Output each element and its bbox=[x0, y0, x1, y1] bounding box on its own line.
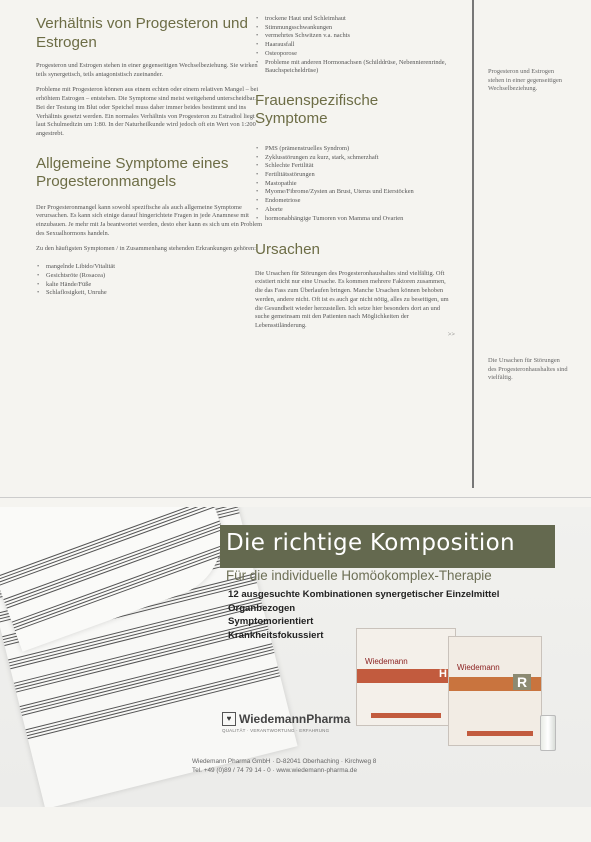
list-item: • Schlaflosigkeit, Unruhe bbox=[36, 289, 264, 298]
logo-icon: ♥ bbox=[222, 712, 236, 726]
ad-headline: Die richtige Komposition bbox=[226, 530, 515, 556]
list-item: • kalte Hände/Füße bbox=[36, 281, 264, 290]
product-box-h bbox=[356, 628, 456, 726]
product-code: H bbox=[439, 668, 447, 680]
list-item: • Haarausfall bbox=[255, 41, 455, 50]
middle-column bbox=[255, 15, 455, 339]
product-stripe bbox=[371, 713, 441, 718]
product-brand: Wiedemann bbox=[365, 657, 408, 666]
ad-headline-banner bbox=[220, 525, 555, 568]
list-item: • Zyklusstörungen zu kurz, stark, schmerzhaft bbox=[255, 154, 455, 163]
ad-separator bbox=[0, 497, 591, 498]
symptom-list-continued bbox=[255, 15, 455, 76]
list-item: • Osteoporose bbox=[255, 50, 455, 59]
footer-contact: Tel. +49 (0)89 / 74 79 14 - 0 · www.wiedemann-pharma.de bbox=[192, 767, 358, 774]
margin-note-text: Die Ursachen für Störungen des Progesteronhaushaltes sind vielfältig. bbox=[488, 357, 568, 382]
ad-subline: Für die individuelle Homöokomplex-Therapie bbox=[226, 568, 492, 583]
women-symptom-list bbox=[255, 145, 455, 223]
heading-ratio: Verhältnis von Progesteron und Estrogen bbox=[36, 15, 248, 51]
paragraph: Der Progesteronmangel kann sowohl spezifische als auch allgemeine Symptome verursachen. Es kann sich einige darauf hingerichtete Fragen in jede Anamnese mit einzubauen. Je mehr mit Ja beantwortet werden, desto eher kann es sich um ein Problem des Sexualhormons handeln. bbox=[36, 203, 263, 237]
ad-feature: 12 ausgesuchte Kombinationen synergetischer Einzelmittel bbox=[228, 589, 500, 600]
list-item: • PMS (prämenstruelles Syndrom) bbox=[255, 145, 455, 154]
list-item: • Fertilitätsstörungen bbox=[255, 171, 455, 180]
list-item: • mangelnde Libido/Vitalität bbox=[36, 263, 264, 272]
ad-footer bbox=[192, 757, 376, 775]
heading-women-symptoms: Frauenspezifische Symptome bbox=[255, 91, 379, 128]
column-divider bbox=[472, 0, 474, 488]
list-item: • vermehrtes Schwitzen v.a. nachts bbox=[255, 32, 455, 41]
list-item: • Mastopathie bbox=[255, 180, 455, 189]
ampoule-vial bbox=[540, 715, 556, 751]
heading-causes: Ursachen bbox=[255, 241, 320, 259]
product-box-r bbox=[448, 636, 542, 746]
list-item: • Gesichtsröte (Rosacea) bbox=[36, 272, 264, 281]
list-item: • Aborte bbox=[255, 206, 455, 215]
ad-feature: Krankheitsfokussiert bbox=[228, 629, 324, 641]
paragraph: Zu den häufigsten Symptomen / in Zusammenhang stehenden Erkrankungen gehören: bbox=[36, 245, 256, 253]
list-item: • Schlechte Fertilität bbox=[255, 162, 455, 171]
margin-note-causes bbox=[488, 357, 568, 383]
margin-note-text: Progesteron und Estrogen stehen in einer gegenseitigen Wechselbeziehung. bbox=[488, 68, 562, 93]
left-column bbox=[36, 15, 264, 298]
paragraph: Bei der Testung im Blut oder Speichel muss daher immer beides bestimmt und ins Verhältnis gesetzt werden. Ein normales Verhältnis von Progesteron zu Estradiol liegt laut Schulmedizin um 1:80. In der Naturheilkunde wird jedoch oft ein Wert von 1:200 angestrebt. bbox=[36, 103, 256, 137]
list-item: • Stimmungsschwankungen bbox=[255, 24, 455, 33]
product-stripe bbox=[467, 731, 533, 736]
list-item: • hormonabhängige Tumoren von Mamma und Ovarien bbox=[255, 215, 455, 224]
margin-note-ratio bbox=[488, 68, 568, 94]
brand-logo bbox=[222, 712, 350, 733]
logo-text: WiedemannPharma bbox=[239, 712, 351, 726]
logo-tagline: QUALITÄT · VERANTWORTUNG · ERFAHRUNG bbox=[222, 728, 330, 733]
product-code: R bbox=[513, 674, 531, 690]
list-item: • Myome/Fibrome/Zysten an Brust, Uterus und Eierstöcken bbox=[255, 188, 455, 197]
paragraph: Probleme mit Progesteron können aus einem echten oder einem relativen Mangel – bei erhöhtem Estrogen – entstehen. Die Symptome sind meist weitgehend unterscheidbar. bbox=[36, 86, 259, 103]
list-item: • Endometriose bbox=[255, 197, 455, 206]
ad-feature: Organbezogen bbox=[228, 602, 296, 614]
footer-address: Wiedemann Pharma GmbH · D-82041 Oberhaching · Kirchweg 8 bbox=[192, 758, 377, 765]
list-item: • Probleme mit anderen Hormonachsen (Schilddrüse, Nebennierenrinde, Bauchspeicheldrüse) bbox=[255, 59, 455, 76]
symptom-list bbox=[36, 263, 264, 298]
ad-feature: Symptomorientiert bbox=[228, 616, 314, 627]
heading-general-symptoms: Allgemeine Symptome eines Progesteronmangels bbox=[36, 154, 229, 191]
paragraph: Progesteron und Estrogen stehen in einer gegenseitigen Wechselbeziehung. Sie wirken teils synergetisch, teils antagonistisch zueinander. bbox=[36, 62, 258, 78]
continue-marker: >> bbox=[447, 330, 455, 338]
product-brand: Wiedemann bbox=[457, 663, 500, 672]
paragraph: Die Ursachen für Störungen des Progesteronhaushaltes sind vielfältig. Oft existiert nicht nur eine Ursache. Es kommen mehrere Faktoren zusammen, die das Fass zum Überlaufen bringen. Manche Ursachen können behoben werden, andere nicht. Oft ist es auch gar nicht nötig, alles zu beseitigen, um die Gesundheit wieder herzustellen. Ich setze hier besonders dort an und suche gemeinsam mit den Patienten nach Möglichkeiten der Lebensstiländerung. bbox=[255, 269, 449, 329]
list-item: • trockene Haut und Schleimhaut bbox=[255, 15, 455, 24]
